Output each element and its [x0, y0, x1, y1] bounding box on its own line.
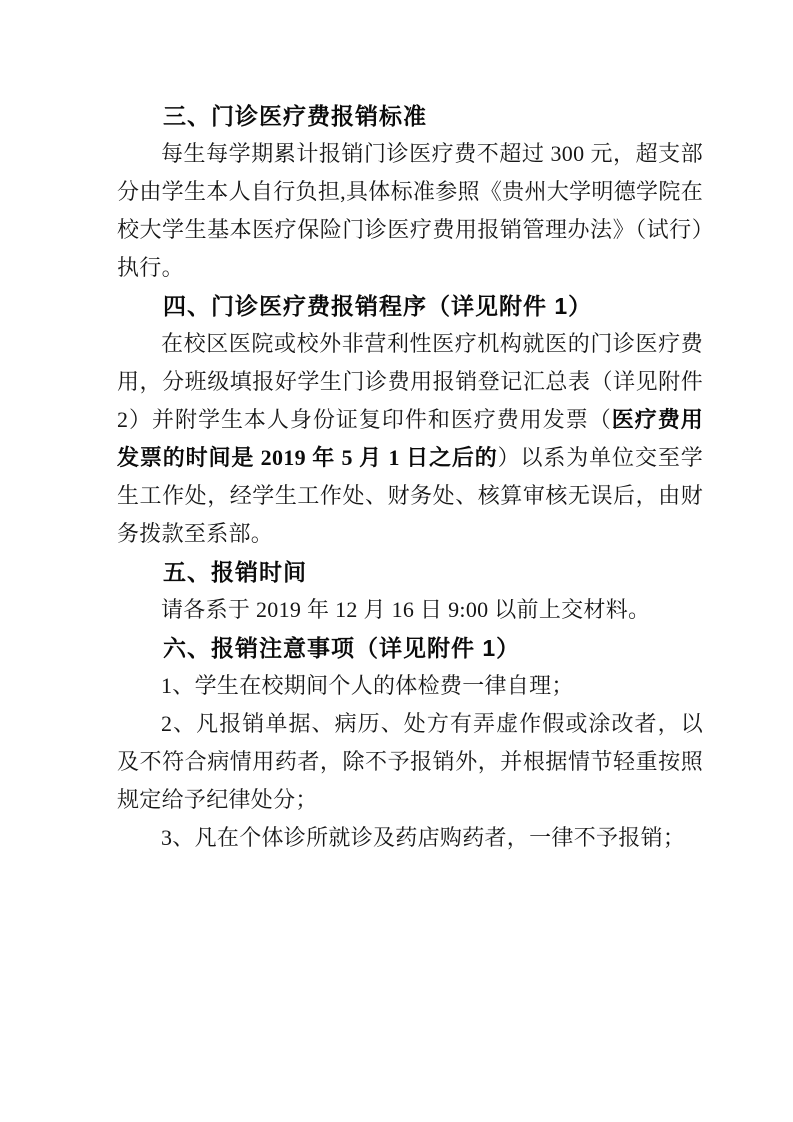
section-4-text-start: 在校区医院或校外非营利性医疗机构就医的门诊医疗费用，分班级填报好学生门诊费用报销登记汇总表（详见附件 2）并附学生本人身份证复印件和医疗费用发票（	[117, 331, 703, 432]
note-item-2: 2、凡报销单据、病历、处方有弄虚作假或涂改者，以及不符合病情用药者，除不予报销外，并根据情节轻重按照规定给予纪律处分；	[117, 711, 703, 812]
document-content	[117, 0, 703, 857]
section-4-heading: 四、门诊医疗费报销程序（详见附件 1）	[163, 293, 593, 319]
note-item-3: 3、凡在个体诊所就诊及药店购药者，一律不予报销；	[161, 825, 686, 850]
section-6-heading: 六、报销注意事项（详见附件 1）	[163, 635, 521, 661]
section-3-paragraph: 每生每学期累计报销门诊医疗费不超过 300 元，超支部分由学生本人自行负担,具体标准参照《贵州大学明德学院在校大学生基本医疗保险门诊医疗费用报销管理办法》（试行）执行。	[117, 141, 703, 280]
section-3-heading: 三、门诊医疗费报销标准	[163, 103, 427, 129]
section-4-text-end: ）以系为单位交至学生工作处，经学生工作处、财务处、核算审核无误后，由财务拨款至系部。	[117, 445, 704, 546]
note-item-1: 1、学生在校期间个人的体检费一律自理；	[161, 673, 574, 698]
section-5-paragraph: 请各系于 2019 年 12 月 16 日 9:00 以前上交材料。	[161, 597, 651, 622]
section-4-bold-emphasis: 医疗费用发票的时间是 2019 年 5 月 1 日之后的	[117, 407, 703, 470]
section-4-paragraph	[117, 325, 703, 553]
section-5-heading: 五、报销时间	[163, 559, 307, 585]
